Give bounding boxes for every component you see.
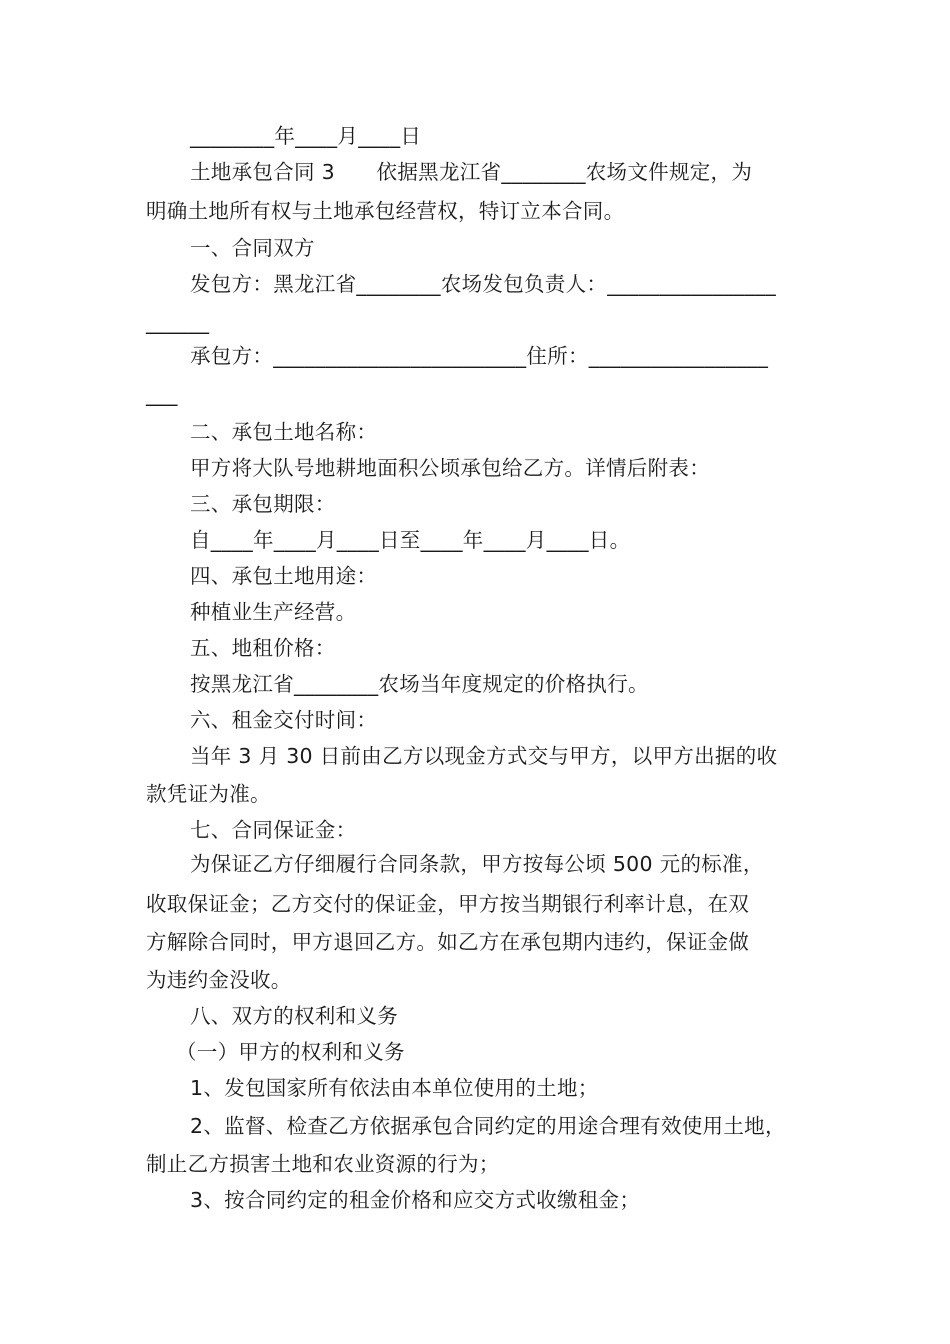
party-a-line-continued: ______ — [146, 310, 210, 334]
party-b-line: 承包方：________________________住所：_________________ — [190, 344, 769, 368]
title-line-continued: 明确土地所有权与土地承包经营权，特订立本合同。 — [146, 199, 625, 223]
list-item: 3、按合同约定的租金价格和应交方式收缴租金； — [190, 1188, 641, 1212]
section-heading: 三、承包期限： — [190, 492, 336, 516]
section-heading: 一、合同双方 — [190, 236, 315, 260]
list-item-continued: 制止乙方损害土地和农业资源的行为； — [146, 1152, 500, 1176]
paragraph-line: 甲方将大队号地耕地面积公顷承包给乙方。详情后附表： — [190, 456, 710, 480]
paragraph-line-continued: 款凭证为准。 — [146, 782, 271, 806]
title-line: 土地承包合同 3 依据黑龙江省________农场文件规定，为 — [190, 160, 753, 184]
party-b-line-continued: ___ — [146, 382, 178, 406]
date-line: ________年____月____日 — [190, 124, 422, 148]
paragraph-line: 按黑龙江省________农场当年度规定的价格执行。 — [190, 672, 649, 696]
section-heading: 五、地租价格： — [190, 636, 336, 660]
paragraph-line: 自____年____月____日至____年____月____日。 — [190, 528, 631, 552]
section-heading: 六、租金交付时间： — [190, 708, 378, 732]
paragraph-line-continued: 收取保证金；乙方交付的保证金，甲方按当期银行利率计息，在双 — [146, 892, 750, 916]
section-heading: 八、双方的权利和义务 — [190, 1004, 398, 1028]
paragraph-line: 种植业生产经营。 — [190, 600, 357, 624]
section-heading: 七、合同保证金： — [190, 818, 357, 842]
section-heading: 四、承包土地用途： — [190, 564, 378, 588]
party-a-line: 发包方：黑龙江省________农场发包负责人：________________ — [190, 272, 776, 296]
paragraph-line: 为保证乙方仔细履行合同条款，甲方按每公顷 500 元的标准， — [190, 852, 764, 876]
list-item: 1、发包国家所有依法由本单位使用的土地； — [190, 1076, 599, 1100]
subsection-heading: （一）甲方的权利和义务 — [176, 1040, 405, 1064]
list-item: 2、监督、检查乙方依据承包合同约定的用途合理有效使用土地， — [190, 1114, 786, 1138]
section-heading: 二、承包土地名称： — [190, 420, 378, 444]
paragraph-line: 当年 3 月 30 日前由乙方以现金方式交与甲方，以甲方出据的收 — [190, 744, 778, 768]
paragraph-line-continued: 为违约金没收。 — [146, 968, 292, 992]
paragraph-line-continued: 方解除合同时，甲方退回乙方。如乙方在承包期内违约，保证金做 — [146, 930, 750, 954]
